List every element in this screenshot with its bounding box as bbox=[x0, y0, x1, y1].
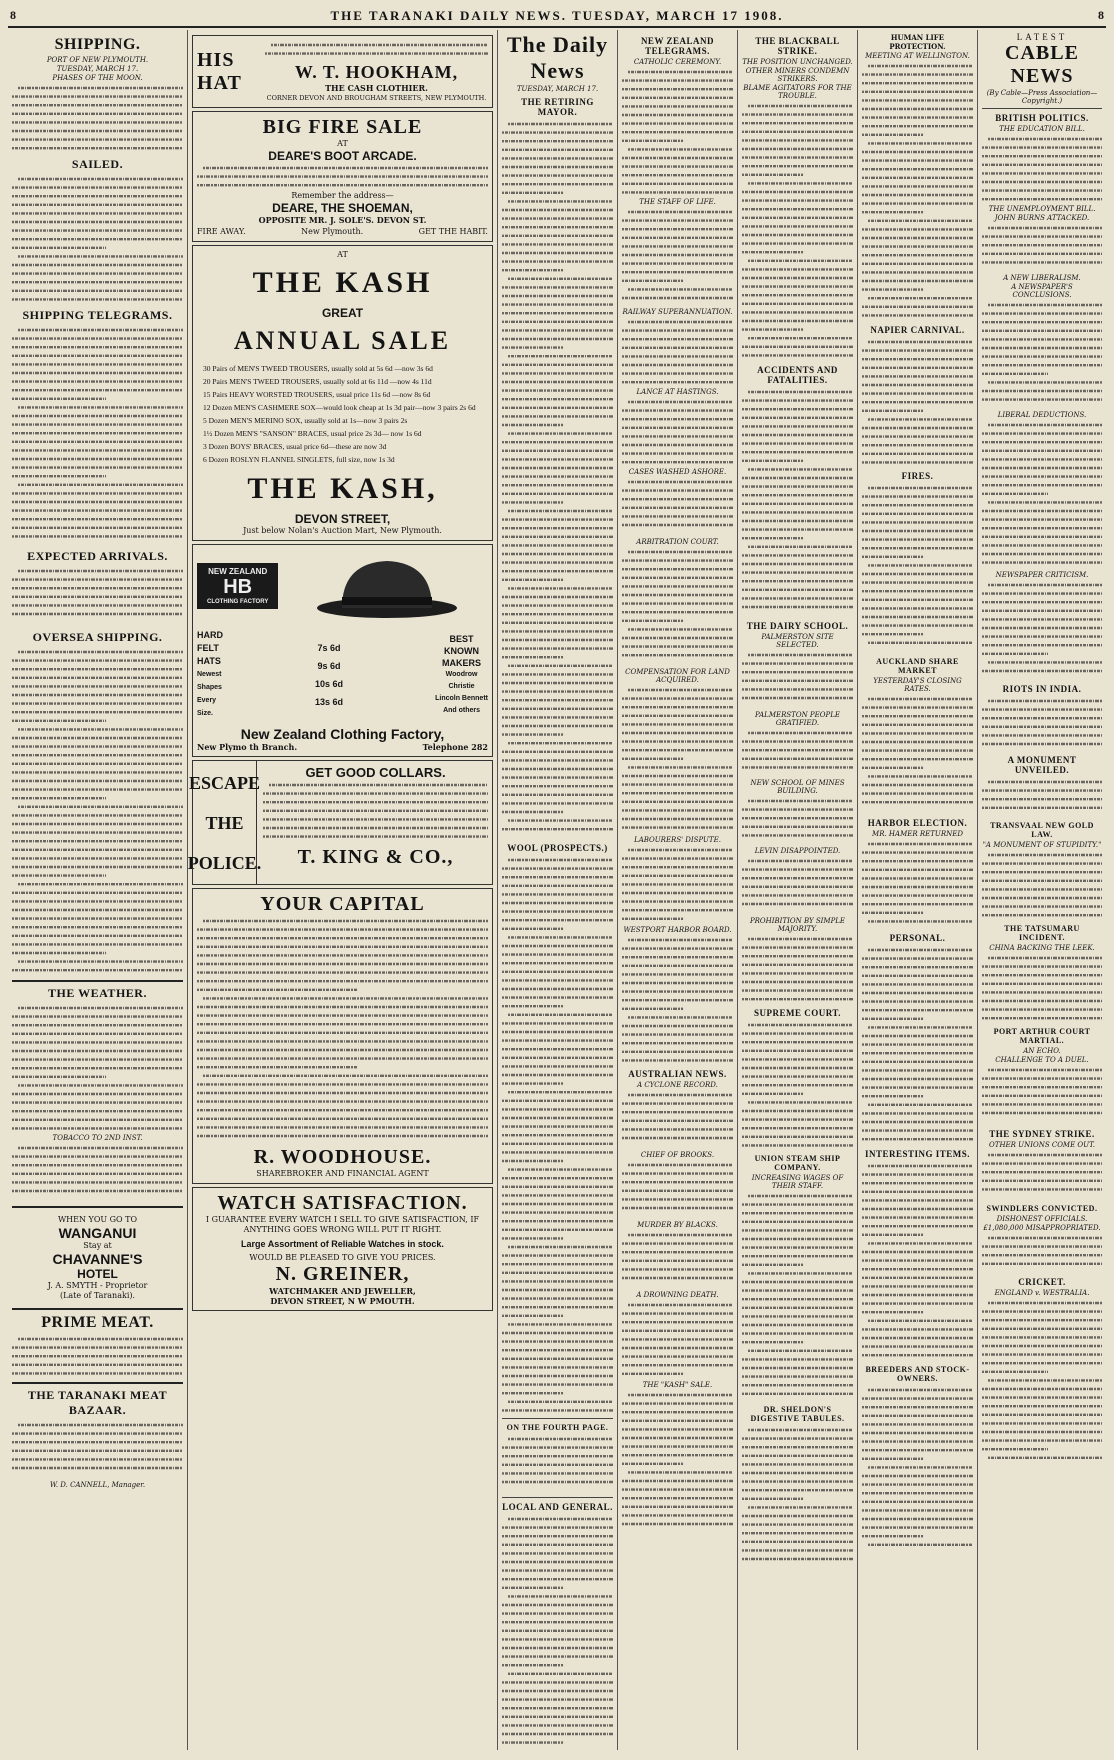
big-fire-sale: BIG FIRE SALE bbox=[262, 116, 423, 138]
editorial-date: TUESDAY, MARCH 17. bbox=[516, 85, 599, 93]
daily-news-title: The Daily News bbox=[506, 32, 609, 83]
size: Size. bbox=[197, 710, 213, 717]
deare-shoeman: DEARE, THE SHOEMAN, bbox=[272, 201, 413, 215]
nz-telegrams-heading: NEW ZEALAND TELEGRAMS. bbox=[640, 36, 715, 56]
napier-carnival-heading: NAPIER CARNIVAL. bbox=[870, 325, 965, 335]
prime-meat-heading: PRIME MEAT. bbox=[41, 1314, 154, 1331]
expected-arrivals-heading: EXPECTED ARRIVALS. bbox=[27, 549, 168, 563]
column-shipping bbox=[8, 30, 188, 1750]
when-you-go: WHEN YOU GO TO bbox=[57, 1215, 138, 1224]
kash-item: 15 Pairs HEAVY WORSTED TROUSERS, usual price 11s 6d —now 8s 6d bbox=[203, 390, 431, 399]
fourth-page-heading: ON THE FOURTH PAGE. bbox=[506, 1423, 609, 1432]
kash-item: 3 Dozen BOYS' BRACES, usual price 6d—these are now 3d bbox=[203, 442, 387, 451]
wanganui: WANGANUI bbox=[58, 1225, 137, 1241]
greiner: N. GREINER, bbox=[275, 1263, 410, 1285]
watch-satisfaction: WATCH SATISFACTION. bbox=[217, 1192, 468, 1214]
page-number-right: 8 bbox=[1098, 8, 1104, 22]
sailed-heading: SAILED. bbox=[71, 157, 124, 171]
weather-heading: THE WEATHER. bbox=[48, 986, 147, 1000]
deares-at: AT bbox=[337, 139, 348, 148]
every: Every bbox=[197, 697, 217, 704]
arbitration-heading: ARBITRATION COURT. bbox=[636, 538, 719, 546]
hat-price: 13s 6d bbox=[315, 696, 344, 707]
closing-rates-heading: YESTERDAY'S CLOSING RATES. bbox=[873, 677, 962, 693]
palmerston-people-heading: PALMERSTON PEOPLE GRATIFIED. bbox=[755, 711, 840, 727]
accidents-heading: ACCIDENTS AND FATALITIES. bbox=[757, 365, 838, 385]
hamer-returned: MR. HAMER RETURNED bbox=[872, 830, 963, 838]
hb-logo bbox=[197, 563, 278, 609]
by-cable: (By Cable—Press Association—Copyright.) bbox=[986, 89, 1098, 105]
get-habit: GET THE HABIT. bbox=[418, 227, 488, 236]
liberal-deductions-heading: LIBERAL DEDUCTIONS. bbox=[997, 411, 1087, 419]
column-ads bbox=[188, 30, 498, 1750]
blame-heading: BLAME AGITATORS FOR THE TROUBLE. bbox=[743, 84, 852, 100]
port-arthur-heading: PORT ARTHUR COURT MARTIAL. bbox=[993, 1027, 1091, 1045]
fires-heading: FIRES. bbox=[901, 471, 934, 481]
unemployment-bill-heading: THE UNEMPLOYMENT BILL. bbox=[988, 205, 1096, 213]
sharebroker: SHAREBROKER AND FINANCIAL AGENT bbox=[256, 1169, 429, 1178]
wool-prospects-text bbox=[502, 855, 613, 1415]
hb-nz: NEW ZEALAND bbox=[208, 567, 268, 576]
burns-heading: JOHN BURNS ATTACKED. bbox=[994, 214, 1090, 222]
large-assortment: Large Assortment of Reliable Watches in stock. bbox=[241, 1239, 444, 1249]
retiring-mayor-heading: THE RETIRING MAYOR. bbox=[521, 97, 594, 117]
riots-india-heading: RIOTS IN INDIA. bbox=[1002, 684, 1082, 694]
tobacco-heading: TOBACCO TO 2ND INST. bbox=[52, 1134, 143, 1142]
prohibition-heading: PROHIBITION BY SIMPLE MAJORITY. bbox=[749, 917, 846, 933]
hb-letters: HB bbox=[223, 576, 253, 598]
masthead bbox=[8, 8, 1106, 24]
king-co: T. KING & CO., bbox=[297, 846, 454, 868]
labourers-heading: LABOURERS' DISPUTE. bbox=[634, 836, 721, 844]
misappropriated-heading: £1,080,000 MISAPPROPRIATED. bbox=[983, 1224, 1101, 1232]
sheldon-heading: DR. SHELDON'S DIGESTIVE TABULES. bbox=[750, 1405, 845, 1423]
auckland-share-heading: AUCKLAND SHARE MARKET bbox=[876, 657, 959, 675]
cyclone-heading: A CYCLONE RECORD. bbox=[637, 1081, 718, 1089]
dairy-school-heading: THE DAIRY SCHOOL. bbox=[746, 621, 849, 631]
weather-text bbox=[12, 1003, 183, 1133]
maker-name: Woodrow bbox=[445, 670, 478, 678]
westport-heading: WESTPORT HARBOR BOARD. bbox=[623, 926, 732, 934]
his: HIS bbox=[197, 48, 235, 71]
meeting-heading: MEETING AT WELLINGTON. bbox=[865, 52, 970, 60]
watchmaker: WATCHMAKER AND JEWELLER, bbox=[269, 1286, 416, 1296]
kash-sale-heading: THE "KASH" SALE. bbox=[642, 1381, 713, 1389]
supreme-court-heading: SUPREME COURT. bbox=[753, 1008, 842, 1018]
your-capital-ad bbox=[192, 888, 493, 1184]
hookham-name: W. T. HOOKHAM, bbox=[294, 62, 459, 82]
police: POLICE. bbox=[188, 852, 262, 873]
mining-school-heading: NEW SCHOOL OF MINES BUILDING. bbox=[750, 779, 845, 795]
blackball-heading: THE BLACKBALL STRIKE. bbox=[755, 36, 840, 56]
breeders-heading: BREEDERS AND STOCK-OWNERS. bbox=[865, 1365, 970, 1383]
nzcf-branch: New Plymo th Branch. bbox=[197, 742, 298, 752]
fourth-page-list bbox=[502, 1434, 613, 1494]
personal-heading: PERSONAL. bbox=[889, 933, 946, 943]
column-cable-news bbox=[978, 30, 1106, 1750]
watch-guarantee: I GUARANTEE EVERY WATCH I SELL TO GIVE SATISFACTION, IF ANYTHING GOES WRONG WILL PUT IT RIGHT. bbox=[205, 1215, 480, 1234]
the-kash-title: THE KASH bbox=[252, 266, 433, 299]
railway-heading: RAILWAY SUPERANNUATION. bbox=[622, 308, 733, 316]
would-be-pleased: WOULD BE PLEASED TO GIVE YOU PRICES. bbox=[249, 1253, 436, 1262]
harbor-election-heading: HARBOR ELECTION. bbox=[867, 818, 968, 828]
newest: Newest bbox=[197, 671, 222, 678]
oversea-shipping-text bbox=[12, 647, 183, 977]
kash-item-list bbox=[203, 362, 482, 466]
kash-item: 6 Dozen ROSLYN FLANNEL SINGLETS, full size, now 1s 3d bbox=[203, 455, 395, 464]
hookham-address: CORNER DEVON AND BROUGHAM STREETS, NEW PLYMOUTH. bbox=[266, 94, 487, 102]
meat-bazaar-heading: THE TARANAKI MEAT BAZAAR. bbox=[27, 1388, 168, 1417]
tatsumaru-heading: THE TATSUMARU INCIDENT. bbox=[1004, 924, 1080, 942]
cases-heading: CASES WASHED ASHORE. bbox=[628, 468, 727, 476]
tide-table bbox=[12, 83, 183, 153]
cricket-heading: CRICKET. bbox=[1018, 1277, 1066, 1287]
lance-heading: LANCE AT HASTINGS. bbox=[636, 388, 719, 396]
monument-heading: A MONUMENT UNVEILED. bbox=[1007, 755, 1077, 775]
the-kash-footer: THE KASH, bbox=[247, 472, 438, 505]
staff-of-life-heading: THE STAFF OF LIFE. bbox=[639, 198, 716, 206]
drowning-heading: A DROWNING DEATH. bbox=[636, 1291, 719, 1299]
hats: HATS bbox=[197, 656, 221, 666]
transvaal-heading: TRANSVAAL NEW GOLD LAW. bbox=[990, 821, 1094, 839]
other-miners-heading: OTHER MINERS CONDEMN STRIKERS. bbox=[745, 67, 850, 83]
kash-item: 20 Pairs MEN'S TWEED TROUSERS, usually sold at 6s 11d —now 4s 11d bbox=[203, 377, 432, 386]
felt: FELT bbox=[197, 643, 219, 653]
kash-devon: DEVON STREET, bbox=[294, 512, 391, 526]
sydney-strike-heading: THE SYDNEY STRIKE. bbox=[989, 1129, 1095, 1139]
kash-item: 12 Dozen MEN'S CASHMERE SOX—would look cheap at 1s 3d pair—now 3 pairs 2s 6d bbox=[203, 403, 476, 412]
kash-at: AT bbox=[337, 250, 348, 259]
collars-ad bbox=[188, 760, 493, 885]
china-heading: CHINA BACKING THE LEEK. bbox=[989, 944, 1095, 952]
maker-name: Christie bbox=[448, 682, 475, 690]
hb-factory: CLOTHING FACTORY bbox=[207, 599, 269, 605]
port-heading: PORT OF NEW PLYMOUTH. bbox=[46, 56, 149, 64]
column-strike bbox=[738, 30, 858, 1750]
meat-bazaar-text bbox=[12, 1420, 183, 1480]
masthead-title: THE TARANAKI DAILY NEWS. TUESDAY, MARCH 17 1908. bbox=[330, 8, 784, 23]
kash-item: 1½ Dozen MEN'S "SANSON" BRACES, usual price 2s 3d— now 1s 6d bbox=[203, 429, 422, 438]
england-westralia-heading: ENGLAND v. WESTRALIA. bbox=[994, 1289, 1090, 1297]
nzcf-telephone: Telephone 282 bbox=[422, 742, 488, 752]
phases-heading: PHASES OF THE MOON. bbox=[52, 74, 143, 82]
hat-price: 10s 6d bbox=[315, 678, 344, 689]
shipping-telegrams-heading: SHIPPING TELEGRAMS. bbox=[22, 308, 173, 322]
british-politics-heading: BRITISH POLITICS. bbox=[995, 113, 1089, 123]
kash-ad bbox=[192, 245, 493, 541]
greiner-address: DEVON STREET, N W PMOUTH. bbox=[270, 1296, 415, 1306]
hookham-ad bbox=[192, 35, 493, 108]
union-steam-heading: UNION STEAM SHIP COMPANY. bbox=[754, 1154, 841, 1172]
newspaper-conclusions-heading: A NEWSPAPER'S CONCLUSIONS. bbox=[1011, 283, 1073, 299]
best: BEST bbox=[449, 633, 474, 644]
page-number-left: 8 bbox=[10, 8, 16, 22]
murder-heading: MURDER BY BLACKS. bbox=[637, 1221, 718, 1229]
maker-name: And others bbox=[443, 706, 481, 714]
maker-name: Lincoln Bennett bbox=[435, 694, 488, 702]
shapes: Shapes bbox=[197, 684, 222, 691]
kash-item: 30 Pairs of MEN'S TWEED TROUSERS, usually sold at 5s 6d —now 3s 6d bbox=[203, 364, 433, 373]
bowler-hat-icon bbox=[312, 553, 462, 623]
your-capital: YOUR CAPITAL bbox=[260, 893, 425, 915]
latest: LATEST bbox=[1016, 32, 1068, 42]
deares-arcade: DEARE'S BOOT ARCADE. bbox=[268, 149, 417, 163]
nz-clothing-factory: New Zealand Clothing Factory, bbox=[240, 726, 445, 742]
hat-price-grid bbox=[197, 629, 488, 720]
monument-stupidity: "A MONUMENT OF STUPIDITY." bbox=[982, 841, 1102, 849]
opposite: OPPOSITE MR. J. SOLE'S. DEVON ST. bbox=[258, 215, 427, 225]
hat-price: 7s 6d bbox=[317, 642, 341, 653]
makers: MAKERS bbox=[442, 657, 482, 668]
local-general-heading: LOCAL AND GENERAL. bbox=[502, 1502, 613, 1512]
other-unions-heading: OTHER UNIONS COME OUT. bbox=[989, 1141, 1095, 1149]
shipping-date: TUESDAY, MARCH 17. bbox=[56, 65, 139, 73]
hat-price: 9s 6d bbox=[317, 660, 341, 671]
column-human-life bbox=[858, 30, 978, 1750]
known: KNOWN bbox=[444, 645, 480, 656]
catholic-heading: CATHOLIC CEREMONY. bbox=[633, 58, 722, 66]
column-editorial bbox=[498, 30, 618, 1750]
retiring-mayor-text bbox=[502, 119, 613, 839]
chavannes-hotel-ad bbox=[12, 1211, 183, 1305]
local-general-text bbox=[502, 1514, 613, 1750]
proprietor: J. A. SMYTH - Proprietor bbox=[47, 1281, 148, 1290]
new-plymouth: New Plymouth. bbox=[301, 227, 364, 236]
interesting-items-heading: INTERESTING ITEMS. bbox=[864, 1149, 971, 1159]
meat-bazaar-manager: W. D. CANNELL, Manager. bbox=[49, 1481, 146, 1489]
expected-arrivals-text bbox=[12, 566, 183, 626]
stay-at: Stay at bbox=[83, 1241, 112, 1250]
column-nz-telegrams bbox=[618, 30, 738, 1750]
wool-prospects-heading: WOOL (PROSPECTS.) bbox=[507, 843, 608, 853]
swindlers-heading: SWINDLERS CONVICTED. bbox=[986, 1204, 1098, 1213]
remember: Remember the address— bbox=[291, 191, 394, 200]
chavannes: CHAVANNE'S bbox=[52, 1251, 143, 1267]
fire-away: FIRE AWAY. bbox=[197, 227, 246, 236]
hard: HARD bbox=[197, 630, 223, 640]
palmerston-site-heading: PALMERSTON SITE SELECTED. bbox=[761, 633, 834, 649]
shipping-heading: SHIPPING. bbox=[54, 36, 141, 53]
kash-below: Just below Nolan's Auction Mart, New Plymouth. bbox=[243, 526, 442, 535]
levin-heading: LEVIN DISAPPOINTED. bbox=[754, 847, 841, 855]
escape: ESCAPE bbox=[189, 772, 261, 793]
echo-heading: AN ECHO. bbox=[1023, 1047, 1061, 1055]
dishonest-heading: DISHONEST OFFICIALS. bbox=[996, 1215, 1088, 1223]
hotel: HOTEL bbox=[77, 1267, 118, 1281]
late-of: (Late of Taranaki). bbox=[59, 1291, 136, 1300]
hookham-clothier: THE CASH CLOTHIER. bbox=[325, 83, 428, 93]
shipping-telegrams-text bbox=[12, 325, 183, 545]
tobacco-text bbox=[12, 1143, 183, 1203]
hat: HAT bbox=[197, 71, 242, 94]
human-life-heading: HUMAN LIFE PROTECTION. bbox=[889, 33, 946, 51]
increasing-wages-heading: INCREASING WAGES OF THEIR STAFF. bbox=[751, 1174, 844, 1190]
prime-meat-text bbox=[12, 1334, 183, 1379]
annual-sale: ANNUAL SALE bbox=[233, 326, 452, 355]
cable-news-title: CABLE NEWS bbox=[1005, 42, 1079, 87]
newspaper-criticism-heading: NEWSPAPER CRITICISM. bbox=[995, 571, 1089, 579]
get-good-collars: GET GOOD COLLARS. bbox=[305, 765, 446, 780]
escape-the: THE bbox=[205, 812, 244, 833]
chief-heading: CHIEF OF BROOKS. bbox=[640, 1151, 715, 1159]
escape-police-panel bbox=[188, 761, 262, 884]
greiner-ad bbox=[192, 1187, 493, 1311]
australian-news-heading: AUSTRALIAN NEWS. bbox=[628, 1069, 727, 1079]
kash-item: 5 Dozen MEN'S MERINO SOX, usually sold at 1s—now 3 pairs 2s bbox=[203, 416, 408, 425]
education-bill-heading: THE EDUCATION BILL. bbox=[999, 125, 1085, 133]
position-heading: THE POSITION UNCHANGED. bbox=[742, 58, 853, 66]
woodhouse: R. WOODHOUSE. bbox=[253, 1146, 432, 1168]
duel-heading: CHALLENGE TO A DUEL. bbox=[995, 1056, 1089, 1064]
oversea-shipping-heading: OVERSEA SHIPPING. bbox=[32, 630, 163, 644]
hb-hats-ad bbox=[192, 544, 493, 757]
compensation-heading: COMPENSATION FOR LAND ACQUIRED. bbox=[625, 668, 730, 684]
sailed-text bbox=[12, 174, 183, 304]
new-liberalism-heading: A NEW LIBERALISM. bbox=[1003, 274, 1081, 282]
deares-ad bbox=[192, 111, 493, 242]
kash-great: GREAT bbox=[321, 306, 364, 320]
